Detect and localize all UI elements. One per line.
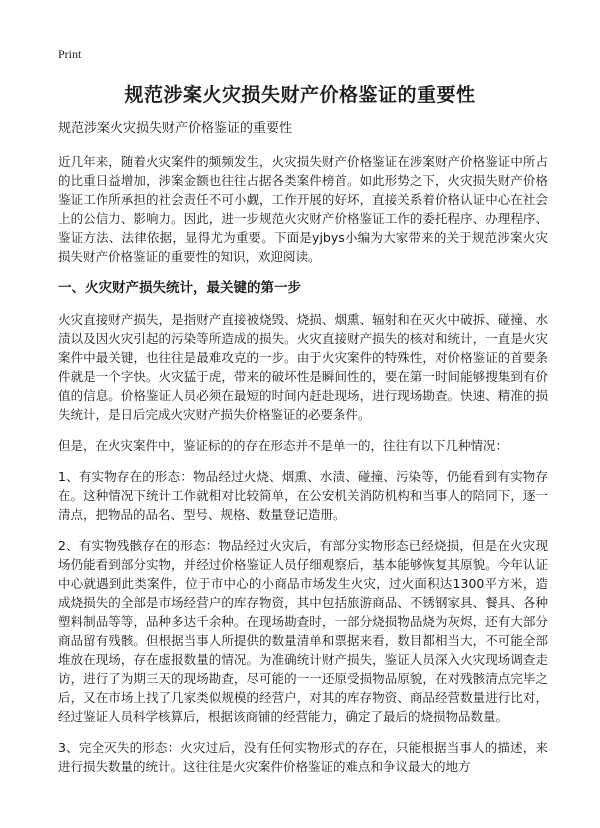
print-link[interactable]: Print bbox=[58, 47, 82, 61]
section-heading: 一、火灾财产损失统计，最关键的第一步 bbox=[58, 280, 301, 296]
section-paragraph: 火灾直接财产损失，是指财产直接被烧毁、烧损、烟熏、辐射和在灭火中破拆、碰撞、水渍以及因火灾引起的污染等所造成的损失。火灾直接财产损失的核对和统计，一直是火灾案件中最关键，也往往是最难攻克的一步。由于火灾案件的特殊性，对价格鉴证的首要条件就是一个字快。火灾猛于虎，带来的破坏性是瞬间性的，要在第一时间能够搜集到有价值的信息。价格鉴证人员必须在最短的时间内赶赴现场，进行现场勘查。快速、精准的损失统计，是日后完成火灾财产损失价格鉴证的必要条件。 bbox=[58, 312, 548, 422]
intro-paragraph: 近几年来，随着火灾案件的频频发生，火灾损失财产价格鉴证在涉案财产价格鉴证中所占的比重日益增加，涉案金额也往往占据各类案件榜首。如此形势之下，火灾损失财产价格鉴证工作所承担的社会责任不可小觑，工作开展的好坏，直接关系着价格认证中心在社会上的公信力、影响力。因此，进一步规范火灾财产价格鉴证工作的委托程序、办理程序、鉴证方法、法律依据，显得尤为重要。下面是yjbys小编为大家带来的关于规范涉案火灾损失财产价格鉴证的重要性的知识，欢迎阅读。 bbox=[58, 154, 548, 264]
list-item-1: 1、有实物存在的形态：物品经过火烧、烟熏、水渍、碰撞、污染等，仍能看到有实物存在。这种情况下统计工作就相对比较简单，在公安机关消防机构和当事人的陪同下，逐一清点，把物品的品名、型号、规格、数量登记造册。 bbox=[58, 469, 548, 522]
article-subtitle: 规范涉案火灾损失财产价格鉴证的重要性 bbox=[58, 121, 293, 136]
article-body bbox=[58, 120, 548, 788]
forms-intro-paragraph: 但是，在火灾案件中，鉴证标的的存在形态并不是单一的，往往有以下几种情况： bbox=[58, 438, 509, 453]
list-item-2: 2、有实物残骸存在的形态：物品经过火灾后，有部分实物形态已经烧损，但是在火灾现场仍能看到部分实物，并经过价格鉴证人员仔细观察后，基本能够恢复其原貌。今年认证中心就遇到此类案件，位于市中心的小商品市场发生火灾，过火面积达1300平方米，造成烧损失的全部是市场经营户的库存物资，其中包括旅游商品、不锈钢家具、餐具、各种塑料制品等等，品种多达千余种。在现场勘查时，一部分烧损物品烧为灰烬，还有大部分商品留有残骸。但根据当事人所提供的数量清单和票据来看，数目都相当大，不可能全部堆放在现场，存在虚报数量的情况。为准确统计财产损失，鉴证人员深入火灾现场调查走访，进行了为期三天的现场勘查，尽可能的一一还原受损物品原貌，在对残骸清点完毕之后，又在市场上找了几家类似规模的经营户，对其的库存物资、商品经营数量进行比对，经过鉴证人员科学核算后，根据该商铺的经营能力，确定了最后的烧损物品数量。 bbox=[58, 538, 548, 724]
page-title: 规范涉案火灾损失财产价格鉴证的重要性 bbox=[124, 84, 476, 106]
list-item-3: 3、完全灭失的形态：火灾过后，没有任何实物形式的存在，只能根据当事人的描述，来进行损失数量的统计。这往往是火灾案件价格鉴证的难点和争议最大的地方 bbox=[58, 740, 548, 774]
